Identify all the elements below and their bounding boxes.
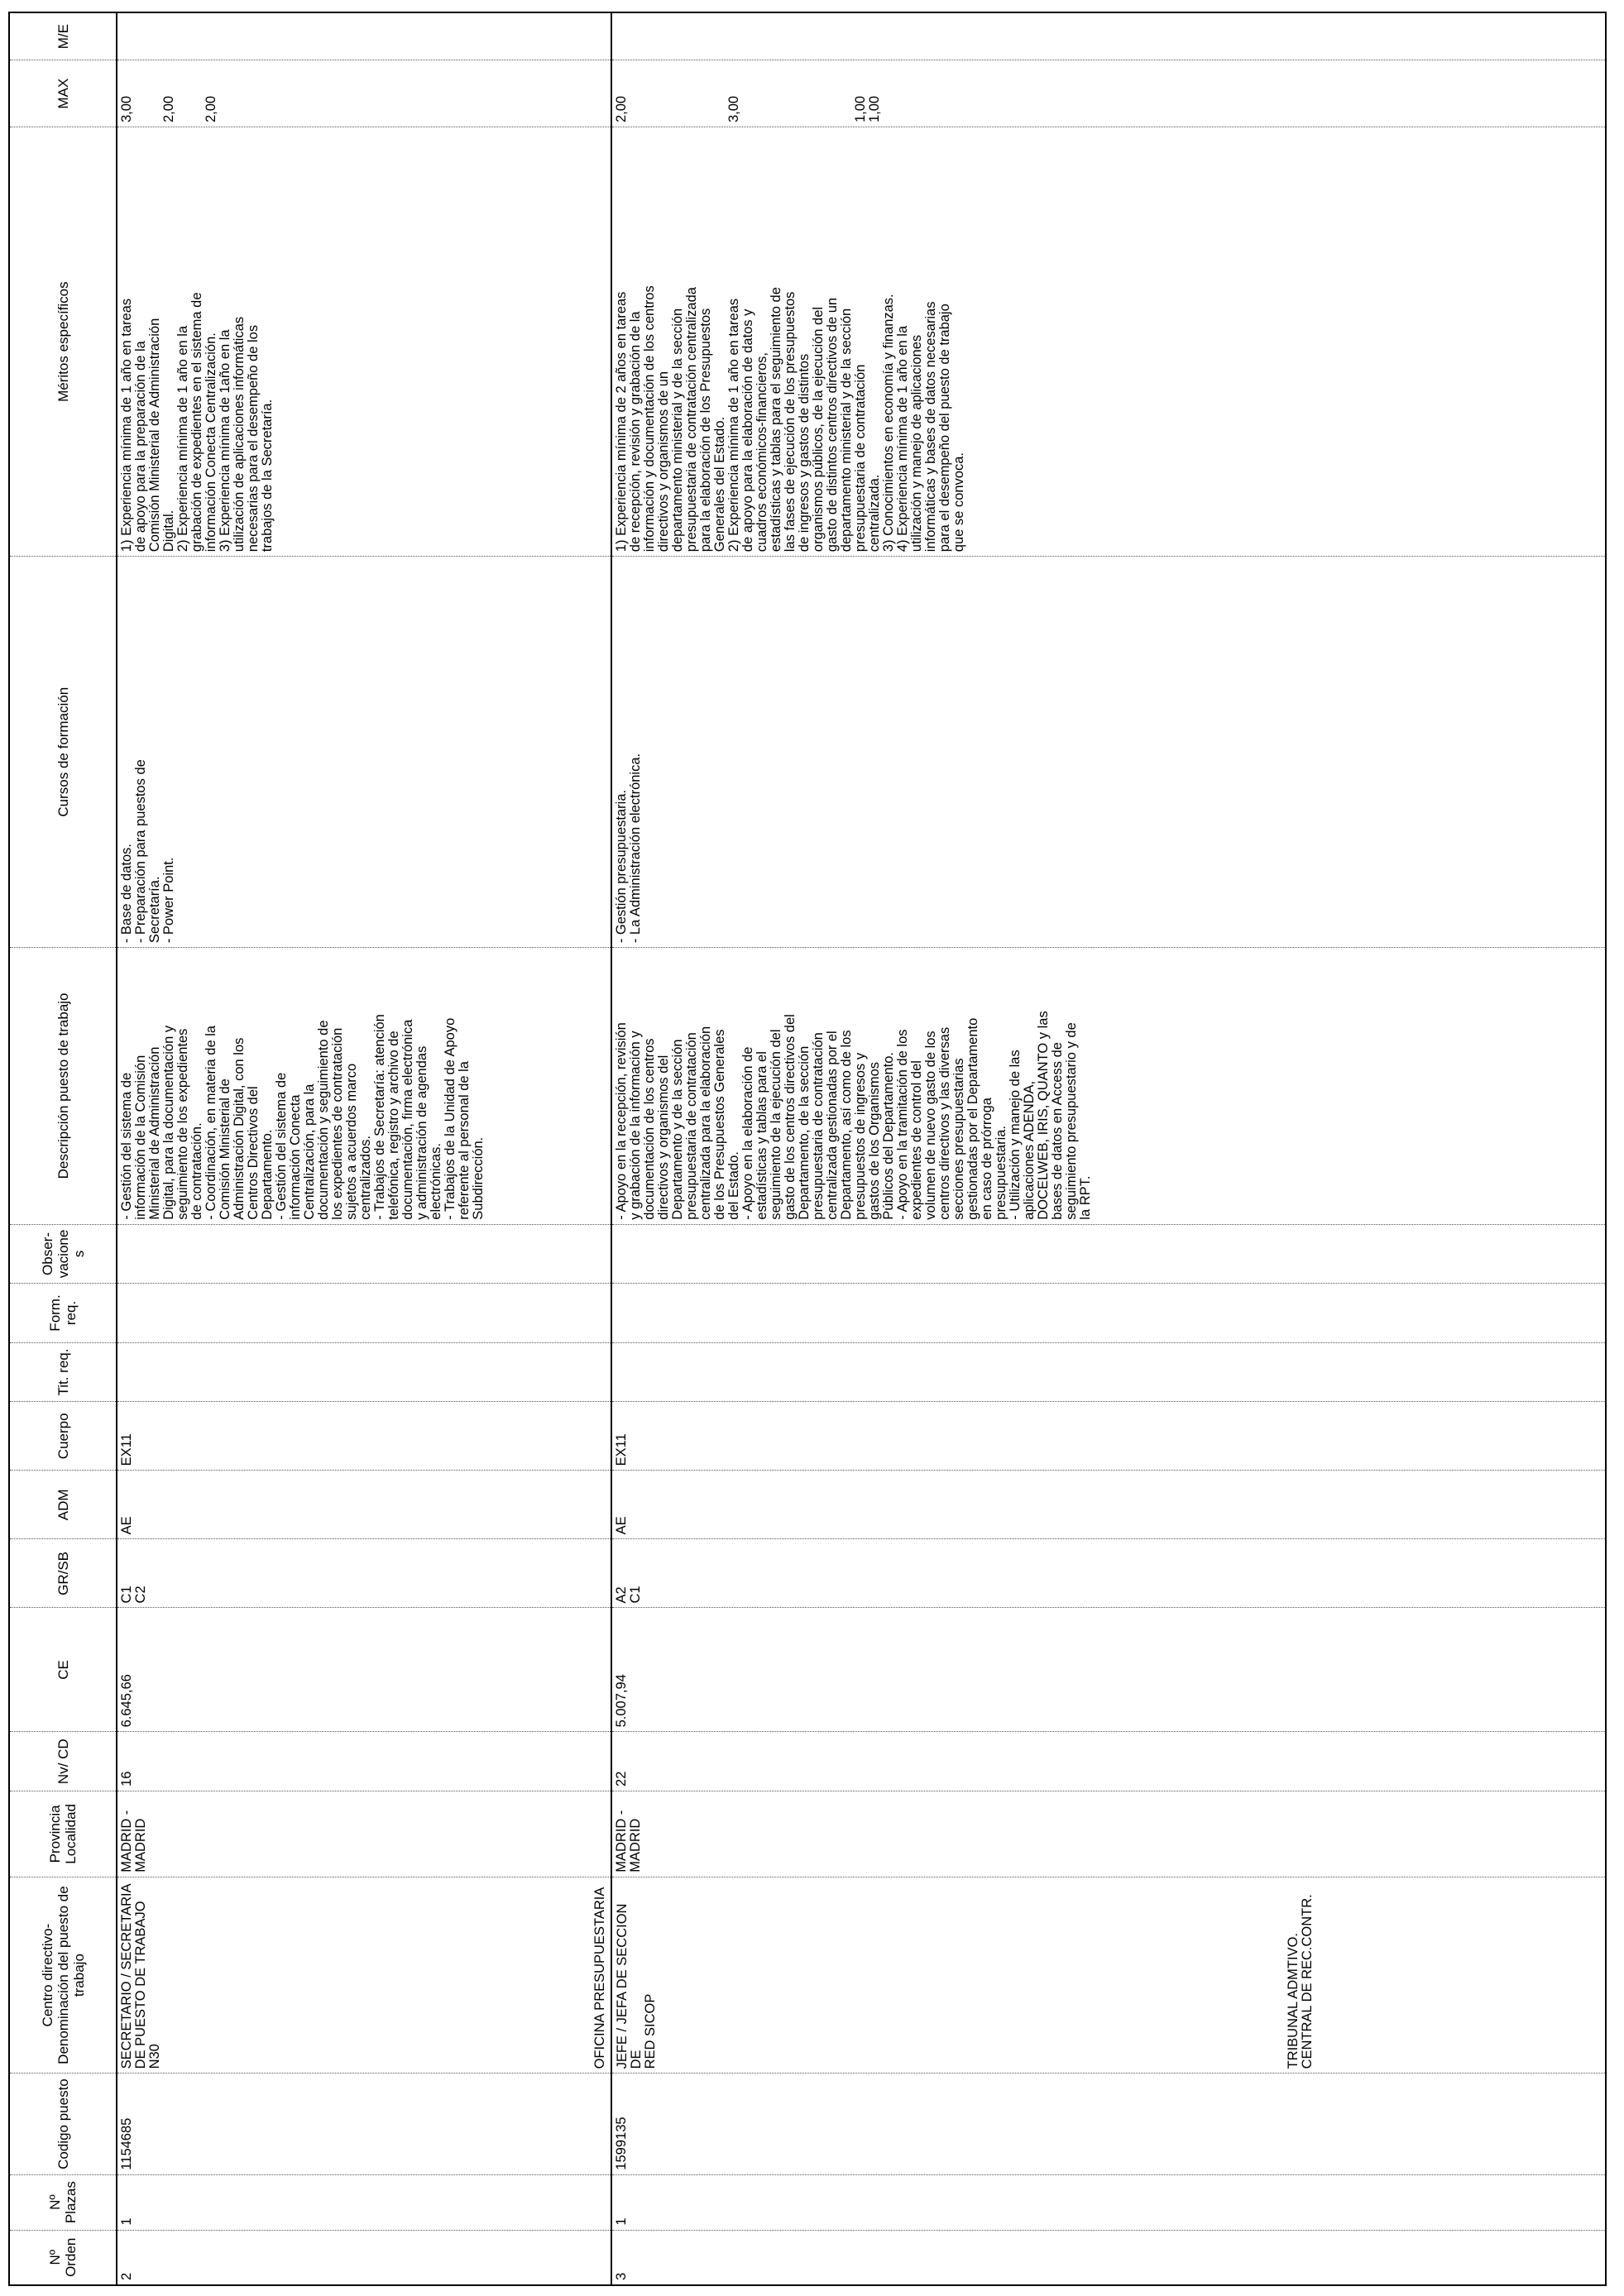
cell-meritos: 1) Experiencia mínima de 1 año en tareas de apoyo para la preparación de la Comisión Ministerial de Administración Digital. 2) Experiencia mínima de 1 año en la grabación de expedientes en el sistema de información Conecta Centralización. 3) Experiencia mínima de 1año en la utilización de aplicaciones informáticas necesarias para el desempeño de los trabajos de la Secretaría. — [117, 127, 611, 557]
cell-provincia: MADRID - MADRID — [117, 1791, 611, 1877]
cell-obs — [611, 1224, 1606, 1284]
cell-nivel: 16 — [117, 1732, 611, 1791]
cell-ce: 6.645,66 — [117, 1608, 611, 1732]
cell-grupo: A2 C1 — [611, 1539, 1606, 1608]
directorate-heading: TRIBUNAL ADMTIVO. CENTRAL DE REC.CONTR. — [1286, 1894, 1315, 2069]
header-descripcion: Descripción puesto de trabajo — [9, 948, 117, 1225]
header-form: Form. req. — [9, 1284, 117, 1343]
cell-obs — [117, 1224, 611, 1284]
cell-cuerpo: EX11 — [611, 1402, 1606, 1471]
cell-nivel: 22 — [611, 1732, 1606, 1791]
cell-adm: AE — [611, 1471, 1606, 1539]
cell-cuerpo: EX11 — [117, 1402, 611, 1471]
cell-form — [117, 1284, 611, 1343]
cell-cursos: - Base de datos. - Preparación para puestos de Secretaría. - Power Point. — [117, 557, 611, 948]
header-orden: Nº Orden — [9, 2230, 117, 2285]
cell-descripcion: - Gestión del sistema de información de la Comisión Ministerial de Administración Digital, para la documentación y seguimiento de los expedientes de contratación. - Coordinación, en materia de la Comisión Ministerial de Administración Digital, con los Centros Directivos del Departamento. - Gestión del sistema de información Conecta Centralización, para la documentación y seguimiento de los expedientes de contratación sujetos a acuerdos marco centralizados. - Trabajos de Secretaría: atención telefónica, registro y archivo de documentación, firma electrónica y administración de agendas electrónicas. - Trabajos de la Unidad de Apoyo referente al personal de la Subdirección. — [117, 948, 611, 1225]
cell-descripcion: - Apoyo en la recepción, revisión y grabación de la información y documentación de los centros directivos y organismos del Departamento y de la sección presupuestaria de contratación centralizada para la elaboración de los Presupuestos Generales del Estado. - Apoyo en la elaboración de estadísticas y tablas para el seguimiento de la ejecución del gasto de los centros directivos del Departamento, de la sección presupuestaria de contratación centralizada gestionadas por el Departamento, así como de los presupuestos de ingresos y gastos de los Organismos Públicos del Departamento. - Apoyo en la tramitación de los expedientes de control del volumen de nuevo gasto de los centros directivos y las diversas secciones presupuestarias gestionadas por el Departamento en caso de prórroga presupuestaria. - Utilización y manejo de las aplicaciones ADENDA, DOCELWEB, IRIS, QUANTO y las bases de datos en Access de seguimiento presupuestario y de la RPT. — [611, 948, 1606, 1225]
directorate-heading: OFICINA PRESUPUESTARIA — [592, 1887, 607, 2069]
header-me: M/E — [9, 12, 117, 60]
cell-orden: 3 — [611, 2230, 1606, 2285]
header-nivel: Nv/ CD — [9, 1732, 117, 1791]
cell-cursos: - Gestión presupuestaria. - La Administración electrónica. — [611, 557, 1606, 948]
cell-tit — [117, 1342, 611, 1402]
header-cuerpo: Cuerpo — [9, 1402, 117, 1471]
cell-ce: 5.007,94 — [611, 1608, 1606, 1732]
header-max: MAX — [9, 60, 117, 127]
cell-max: 2,00 3,00 1,00 1,00 — [611, 60, 1606, 127]
table-row — [117, 12, 611, 2285]
cell-plazas: 1 — [611, 2174, 1606, 2230]
job-positions-table — [8, 12, 1607, 2286]
job-title: SECRETARIO / SECRETARIA DE PUESTO DE TRABAJO N30 — [119, 1883, 162, 2069]
cell-codigo: 1154685 — [117, 2074, 611, 2174]
cell-plazas: 1 — [117, 2174, 611, 2230]
cell-me — [117, 12, 611, 60]
cell-centro — [592, 1877, 1606, 2074]
table-row — [611, 12, 1606, 2285]
cell-form — [611, 1284, 1606, 1343]
header-plazas: Nº Plazas — [9, 2174, 117, 2230]
header-cursos: Cursos de formación — [9, 557, 117, 948]
cell-me — [611, 12, 1606, 60]
cell-grupo: C1 C2 — [117, 1539, 611, 1608]
cell-meritos: 1) Experiencia mínima de 2 años en tareas de recepción, revisión y grabación de la información y documentación de los centros directivos y organismos de un departamento ministerial y de la sección presupuestaria de contratación centralizada para la elaboración de los Presupuestos Generales del Estado. 2) Experiencia mínima de 1 año en tareas de apoyo para la elaboración de datos y cuadros económicos-financieros, estadísticas y tablas para el seguimiento de las fases de ejecución de los presupuestos de ingresos y gastos de distintos organismos públicos, de la ejecución del gasto de distintos centros directivos de un departamento ministerial y de la sección presupuestaria de contratación centralizada. 3) Conocimientos en economía y finanzas. 4) Experiencia mínima de 1 año en la utilización y manejo de aplicaciones informáticas y bases de datos necesarias para el desempeño del puesto de trabajo que se convoca. — [611, 127, 1606, 557]
header-adm: ADM — [9, 1471, 117, 1539]
cell-adm: AE — [117, 1471, 611, 1539]
cell-tit — [611, 1342, 1606, 1402]
header-codigo: Codigo puesto — [9, 2074, 117, 2174]
header-row — [9, 12, 117, 2285]
header-ce: CE — [9, 1608, 117, 1732]
header-grupo: GR/SB — [9, 1539, 117, 1608]
cell-max: 3,00 2,00 2,00 — [117, 60, 611, 127]
cell-orden: 2 — [117, 2230, 611, 2285]
cell-provincia: MADRID - MADRID — [611, 1791, 1606, 1877]
job-title: JEFE / JEFA DE SECCION DE RED SICOP — [615, 1903, 658, 2069]
header-obs: Obser- vaciones — [9, 1224, 117, 1284]
cell-centro — [117, 1877, 611, 2074]
header-centro: Centro directivo- Denominación del puesto de trabajo — [9, 1877, 117, 2074]
header-provincia: Provincia Localidad — [9, 1791, 117, 1877]
header-tit: Tit. req. — [9, 1342, 117, 1402]
cell-codigo: 1599135 — [611, 2074, 1606, 2174]
header-meritos: Méritos específicos — [9, 127, 117, 557]
